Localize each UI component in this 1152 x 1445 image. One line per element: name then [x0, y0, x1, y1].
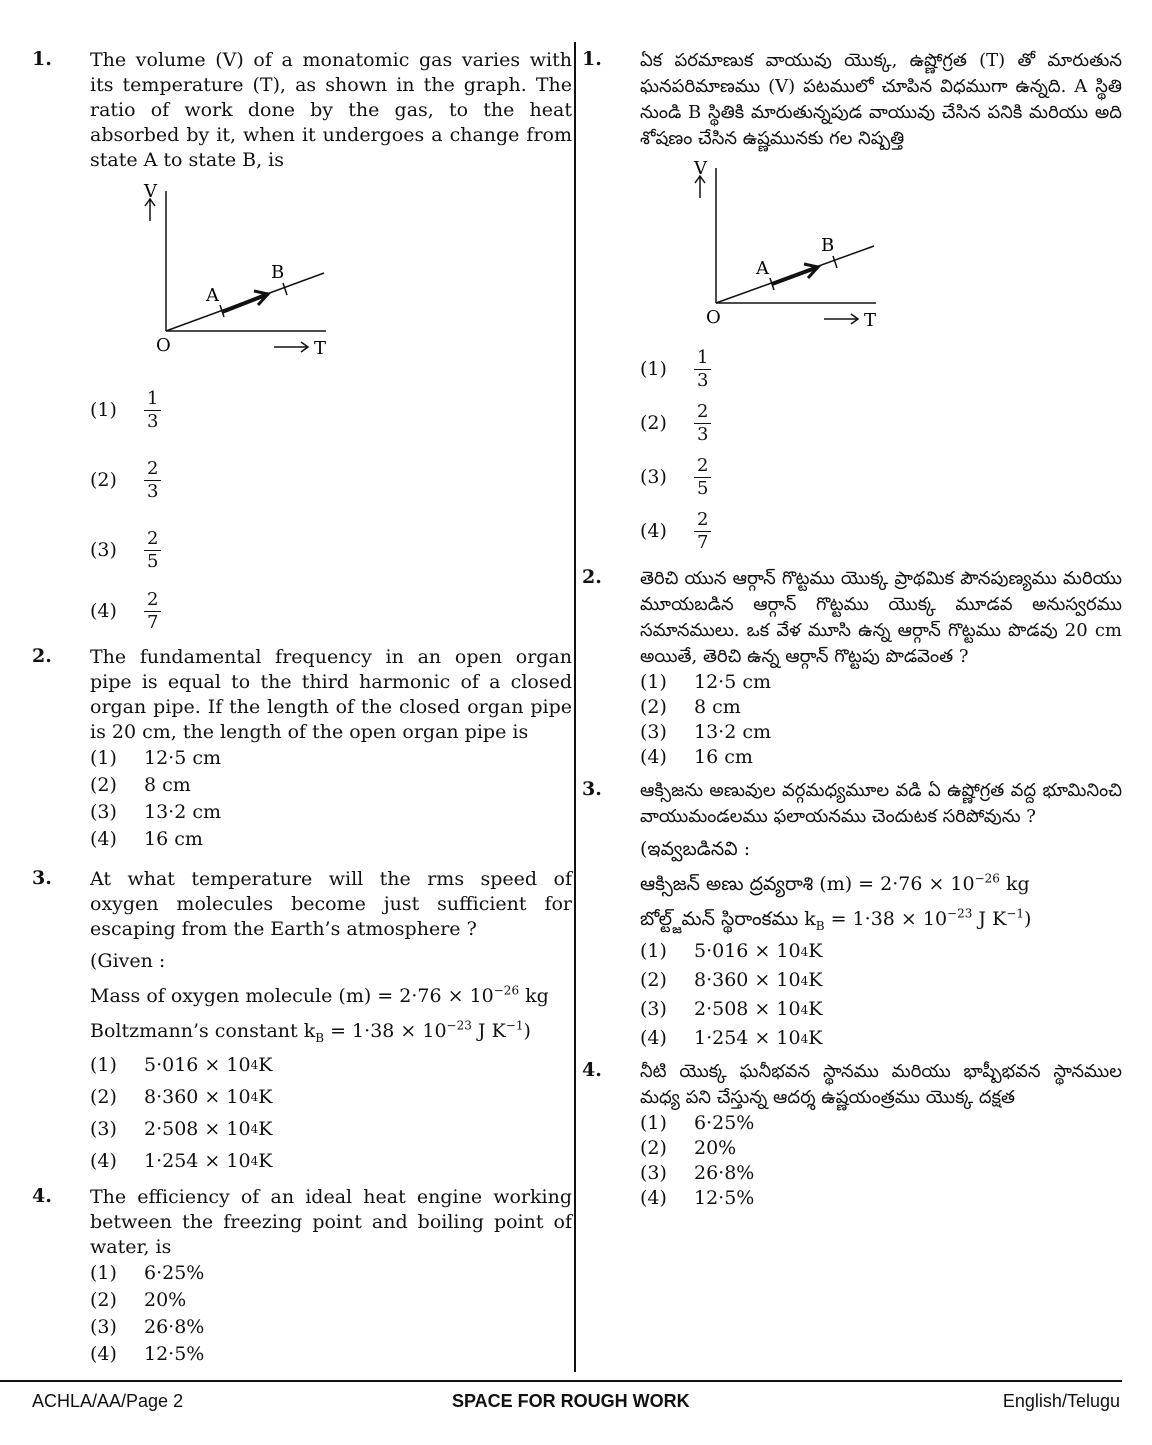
question-text: At what temperature will the rms speed of oxygen molecules become just sufficient for escaping from the Earth’s atmosphere ? [90, 868, 572, 940]
v-label: V [694, 158, 707, 179]
question-text: తెరిచి యున ఆర్గాన్ గొట్టము యొక్క ప్రాథమిక పౌనపుణ్యము మరియు మూయబడిన ఆర్గాన్ గొట్టము యొక్క మూడవ అనుస్వరము సమానములు. ఒక వేళ మూసి ఉన్న ఆర్గాన్ గొట్టము పొడవు 20 cm అయితే, తెరిచి ఉన్న ఆర్గాన్ గొట్టపు పొడవెంత ? [640, 568, 1122, 667]
option-1[interactable]: (1) 6·25% [90, 1262, 205, 1284]
option-4[interactable]: (4) 16 cm [640, 746, 753, 768]
option-4[interactable]: (4) 1·254 × 10 4 K [90, 1150, 273, 1172]
option-4[interactable]: (4) 1·254 × 10 4 K [640, 1027, 823, 1049]
option-2[interactable]: (2) 20% [90, 1289, 187, 1311]
question-2 [32, 645, 572, 853]
option-4[interactable]: (4) 16 cm [90, 828, 203, 850]
option-1[interactable]: (1) 5·016 × 10 4 K [90, 1054, 273, 1076]
question-number: 3. [32, 867, 52, 889]
option-2[interactable]: (2) 20% [640, 1137, 737, 1159]
option-1[interactable]: (1) 12·5 cm [640, 671, 772, 693]
telugu-column [582, 40, 1122, 1211]
option-4[interactable]: (4) $\frac{2}{7}$ [90, 585, 572, 637]
option-1[interactable]: (1) 5·016 × 10 4 K [640, 940, 823, 962]
option-3[interactable]: (3) 2·508 × 10 4 K [90, 1118, 273, 1140]
question-number: 2. [32, 645, 52, 667]
option-3[interactable]: (3) 26·8% [640, 1162, 755, 1184]
rough-work-label: SPACE FOR ROUGH WORK [452, 1391, 690, 1411]
question-number: 1. [32, 48, 52, 70]
answer-options [640, 1111, 1122, 1211]
volume-temperature-graph [676, 158, 876, 338]
answer-options [640, 937, 1122, 1053]
volume-temperature-graph [126, 181, 326, 371]
answer-options [90, 375, 572, 637]
point-a-label: A [756, 258, 769, 279]
t-label: T [314, 338, 326, 359]
option-1[interactable]: (1) $\frac{1}{3}$ [90, 375, 572, 445]
question-number: 4. [582, 1059, 602, 1081]
origin-label: O [706, 307, 721, 328]
v-label: V [144, 181, 157, 202]
question-number: 4. [32, 1185, 52, 1207]
question-text: The fundamental frequency in an open organ pipe is equal to the third harmonic of a closed organ pipe. If the length of the closed organ pipe is 20 cm, the length of the open organ pipe is [90, 646, 572, 743]
point-a-label: A [206, 285, 219, 306]
option-4[interactable]: (4) $\frac{2}{7}$ [640, 504, 1122, 558]
question-4 [32, 1185, 572, 1368]
footer-rule [0, 1380, 1122, 1382]
option-1[interactable]: (1) 6·25% [640, 1112, 755, 1134]
question-text: The efficiency of an ideal heat engine working between the freezing point and boiling point of water, is [90, 1186, 572, 1258]
origin-label: O [156, 335, 171, 356]
page-code: ACHLA/AA/Page 2 [32, 1391, 184, 1411]
column-divider [574, 42, 576, 1372]
option-2[interactable]: (2) 8 cm [640, 696, 741, 718]
given-data: (Given : Mass of oxygen molecule $(m) = 2\cdot 76 \times 10^{-26}$ kg Boltzmann’s constant $k_B = 1\cdot 38 \times 10^{-23}$ J $K^{-1}$) [90, 950, 549, 1045]
option-3[interactable]: (3) 13·2 cm [90, 801, 222, 823]
t-label: T [864, 310, 876, 331]
option-3[interactable]: (3) 13·2 cm [640, 721, 772, 743]
point-b-label: B [271, 262, 285, 283]
point-b-label: B [821, 235, 835, 256]
option-4[interactable]: (4) 12·5% [640, 1187, 755, 1209]
question-number: 1. [582, 48, 602, 70]
answer-options [90, 1260, 572, 1368]
option-2[interactable]: (2) 8·360 × 10 4 K [640, 969, 823, 991]
question-text: ఆక్సిజను అణువుల వర్గమధ్యమూల వడి ఏ ఉష్ణోగ్రత వద్ద భూమినించి వాయుమండలము ఫలాయనము చెందుటక సరిపోవును ? [640, 780, 1122, 827]
given-data: (ఇవ్వబడినవి : ఆక్సిజన్ అణు ద్రవ్యరాశి $(m) = 2\cdot 76 \times 10^{-26}$ kg బోల్ట్జ్‌మన్ స్థిరాంకము $k_B = 1\cdot 38 \times 10^{-23}$ J $K^{-1}$) [640, 838, 1032, 933]
option-3[interactable]: (3) $\frac{2}{5}$ [640, 450, 1122, 504]
point-b-tick [283, 283, 287, 295]
answer-options [90, 745, 572, 853]
answer-options [90, 1049, 572, 1177]
option-3[interactable]: (3) 2·508 × 10 4 K [640, 998, 823, 1020]
english-column [32, 40, 572, 1368]
question-1 [32, 48, 572, 637]
question-number: 3. [582, 778, 602, 800]
question-number: 2. [582, 566, 602, 588]
question-4-telugu [582, 1059, 1122, 1211]
answer-options [640, 342, 1122, 558]
option-1[interactable]: (1) $\frac{1}{3}$ [640, 342, 1122, 396]
question-2-telugu [582, 566, 1122, 770]
option-2[interactable]: (2) $\frac{2}{3}$ [640, 396, 1122, 450]
question-3 [32, 867, 572, 1177]
question-text: The volume (V) of a monatomic gas varies with its temperature (T), as shown in the graph. The ratio of work done by the gas, to the heat absorbed by it, when it undergoes a change from state A to state B, is [90, 49, 572, 171]
answer-options [640, 670, 1122, 770]
language-label: English/Telugu [1002, 1391, 1120, 1411]
option-4[interactable]: (4) 12·5% [90, 1343, 205, 1365]
option-1[interactable]: (1) 12·5 cm [90, 747, 222, 769]
option-2[interactable]: (2) 8 cm [90, 774, 191, 796]
option-2[interactable]: (2) $\frac{2}{3}$ [90, 445, 572, 515]
question-text: ఏక పరమాణుక వాయువు యొక్క, ఉష్ణోగ్రత (T) తో మారుతున ఘనపరిమాణము (V) పటములో చూపిన విధముగా ఉన్నది. A స్థితి నుండి B స్థితికి మారుతున్నపుడ వాయువు చేసిన పనికి మరియు అది శోషణం చేసిన ఉష్ణమునకు గల నిష్పత్తి [640, 50, 1122, 149]
option-2[interactable]: (2) 8·360 × 10 4 K [90, 1086, 273, 1108]
question-text: నీటి యొక్క ఘనీభవన స్థానము మరియు భాష్పీభవన స్థానముల మధ్య పని చేస్తున్న ఆదర్శ ఉష్ణయంత్రము యొక్క దక్షత [640, 1061, 1122, 1108]
question-1-telugu [582, 48, 1122, 558]
option-3[interactable]: (3) 26·8% [90, 1316, 205, 1338]
option-3[interactable]: (3) $\frac{2}{5}$ [90, 515, 572, 585]
question-3-telugu [582, 778, 1122, 1053]
